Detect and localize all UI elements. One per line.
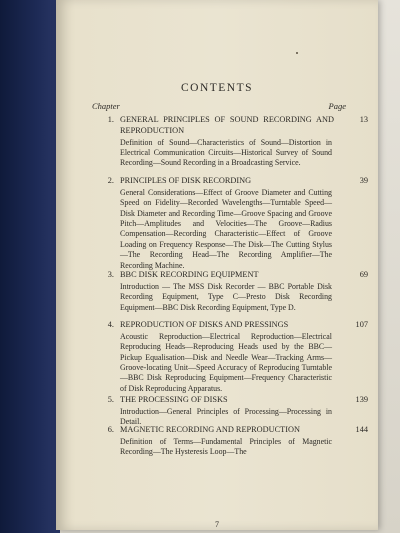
toc-entry (92, 320, 368, 394)
chapter-title: PRINCIPLES OF DISK RECORDING (120, 176, 252, 185)
paper-speck (296, 52, 298, 54)
page-column-label: Page (328, 101, 346, 111)
toc-entry (92, 176, 368, 271)
toc-heading (92, 115, 368, 137)
book-cover-edge (0, 0, 60, 533)
chapter-column-label: Chapter (92, 101, 120, 111)
toc-heading (92, 270, 368, 281)
chapter-number: 2. (107, 176, 114, 185)
chapter-title: BBC DISK RECORDING EQUIPMENT (120, 270, 259, 279)
toc-entry (92, 270, 368, 313)
toc-heading (92, 395, 368, 406)
toc-heading (92, 425, 368, 436)
page-number: 13 (359, 115, 368, 124)
chapter-number: 3. (107, 270, 114, 279)
page-number: 107 (355, 320, 368, 329)
chapter-summary: Introduction — The MSS Disk Recorder — BBC Portable Disk Recording Equipment, Type C—Presto Disk Recording Equipment—BBC Disk Recording Equipment, Type D. (120, 281, 332, 312)
chapter-title: MAGNETIC RECORDING AND REPRODUCTION (120, 425, 300, 434)
page-number: 39 (359, 176, 368, 185)
chapter-title: GENERAL PRINCIPLES OF SOUND RECORDING AND REPRODUCTION (120, 115, 334, 135)
chapter-summary: Introduction—General Principles of Processing—Processing in Detail. (120, 406, 332, 427)
chapter-title: THE PROCESSING OF DISKS (120, 395, 228, 404)
chapter-title: REPRODUCTION OF DISKS AND PRESSINGS (120, 320, 289, 329)
chapter-summary: Definition of Sound—Characteristics of Sound—Distortion in Electrical Communication Circuits—Historical Survey of Sound Recording—Sound Recording in a Broadcasting Service. (120, 137, 332, 168)
page-number: 69 (359, 270, 368, 279)
chapter-number: 1. (107, 115, 114, 124)
toc-entry (92, 425, 368, 458)
chapter-number: 6. (107, 425, 114, 434)
chapter-summary: Acoustic Reproduction—Electrical Reproduction—Electrical Reproducing Heads—Reproducing Heads used by the BBC—Pickup Equalisation—Disk and Needle Wear—Tracking Arms—Groove-locating Unit—Speed Accuracy of Reproducing Turntable—BBC Disk Reproducing Equipment—Frequency Characteristic of Disk Reproducing Apparatus. (120, 331, 332, 393)
page-number: 144 (355, 425, 368, 434)
book-page (56, 0, 378, 530)
toc-entry (92, 115, 368, 169)
page-number: 139 (355, 395, 368, 404)
toc-entry (92, 395, 368, 428)
toc-heading (92, 320, 368, 331)
chapter-summary: Definition of Terms—Fundamental Principles of Magnetic Recording—The Hysteresis Loop—The (120, 436, 332, 457)
toc-heading (92, 176, 368, 187)
chapter-number: 5. (107, 395, 114, 404)
folio-number: 7 (215, 520, 219, 529)
chapter-number: 4. (107, 320, 114, 329)
page-title: CONTENTS (180, 82, 254, 94)
chapter-summary: General Considerations—Effect of Groove Diameter and Cutting Speed on Fidelity—Recorded Wavelengths—Turntable Speed—Disk Diameter and Recording Time—Groove Spacing and Groove Pitch—Amplitudes and Velocities—The Groove—Radius Compensation—Recording Characteristic—Effect of Groove Loading on Frequency Response—The Disk—The Cutting Stylus—The Recording Head—The Recording Amplifier—The Recording Machine. (120, 187, 332, 270)
